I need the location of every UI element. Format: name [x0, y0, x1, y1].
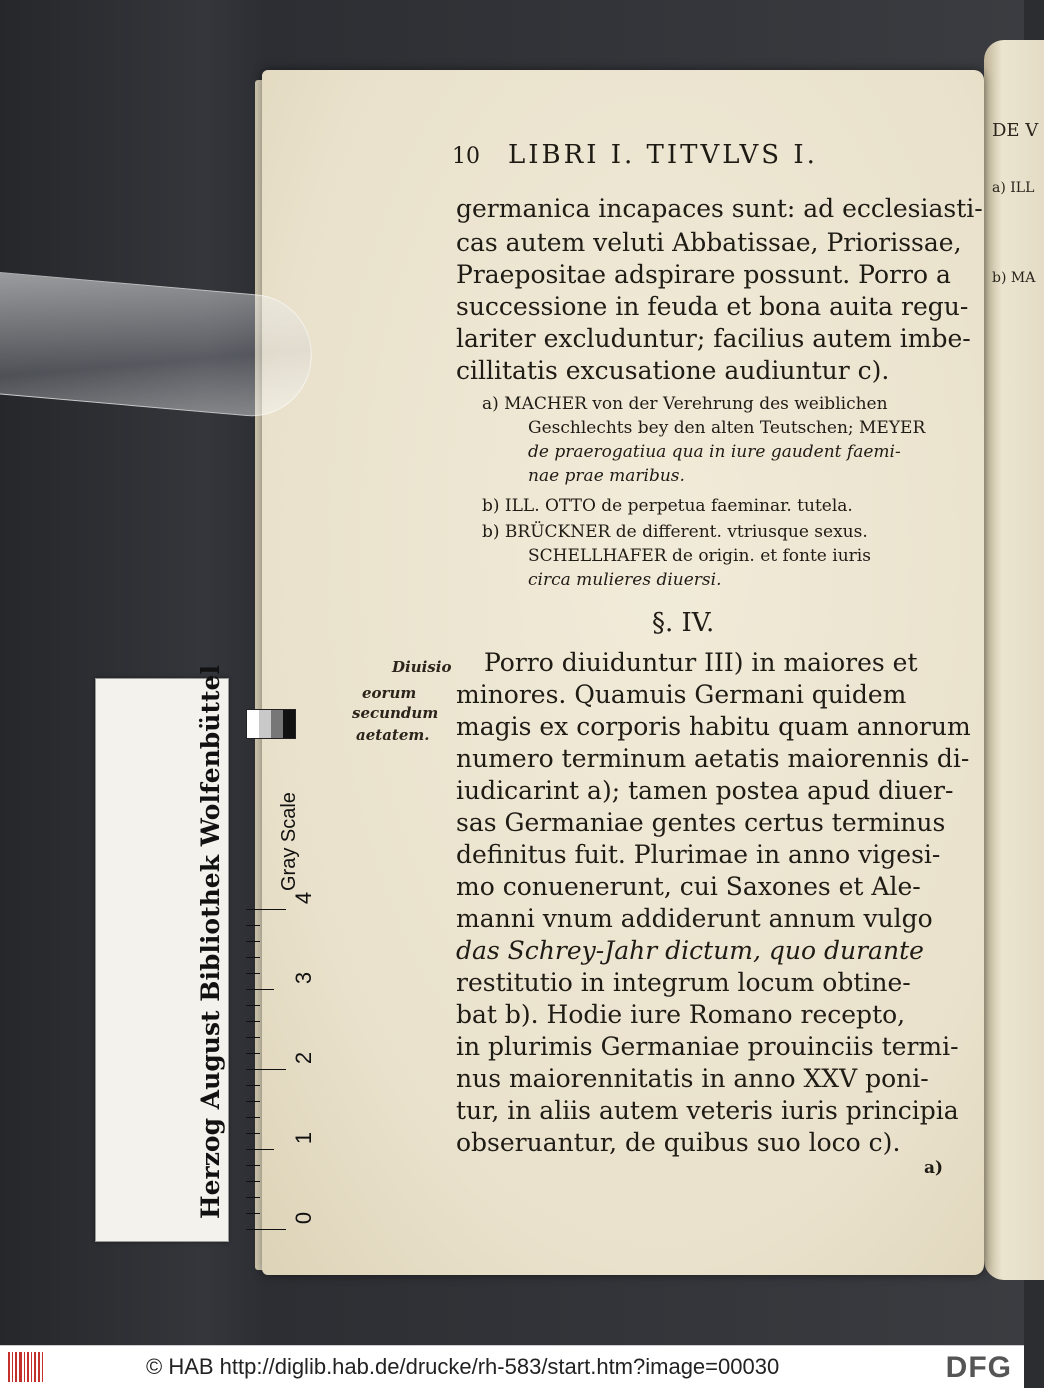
margin-note-line: eorum [362, 684, 417, 702]
body-line: lariter excluduntur; facilius autem imbe- [456, 324, 971, 353]
ruler-number: 3 [291, 971, 317, 985]
body-line: nus maiorennitatis in anno XXV poni- [456, 1064, 929, 1093]
section-heading: §. IV. [652, 608, 715, 638]
footnote-line: SCHELLHAFER de origin. et fonte iuris [528, 546, 871, 566]
body-line: successione in feuda et bona auita regu- [456, 292, 969, 321]
body-line: manni vnum addiderunt annum vulgo [456, 904, 933, 933]
gray-scale-card [95, 665, 317, 1242]
body-line: Praepositae adspirare possunt. Porro a [456, 260, 951, 289]
body-line: iudicarint a); tamen postea apud diuer- [456, 776, 954, 805]
body-line: Porro diuiduntur III) in maiores et [484, 648, 918, 677]
running-head [452, 140, 818, 170]
footnote-line: b) BRÜCKNER de different. vtriusque sexus. [482, 522, 868, 542]
footnote-line: b) ILL. OTTO de perpetua faeminar. tutela. [482, 496, 853, 516]
dfg-logo: DFG [945, 1351, 1012, 1384]
body-line: germanica incapaces sunt: ad ecclesiasti- [456, 194, 983, 223]
hab-logo-icon [8, 1352, 46, 1382]
running-head-title: LIBRI I. TITVLVS I. [508, 140, 818, 170]
footer-bar [0, 1345, 1024, 1388]
body-line: in plurimis Germaniae prouinciis termi- [456, 1032, 959, 1061]
body-line: restitutio in integrum locum obtine- [456, 968, 911, 997]
body-line: numero terminum aetatis maiorennis di- [456, 744, 970, 773]
gray-swatches [246, 709, 296, 739]
body-line: cas autem veluti Abbatissae, Priorissae, [456, 228, 962, 257]
body-line: das Schrey-Jahr dictum, quo durante [456, 936, 924, 965]
body-line: minores. Quamuis Germani quidem [456, 680, 907, 709]
body-line: magis ex corporis habitu quam annorum [456, 712, 971, 741]
body-line: tur, in aliis autem veteris iuris principia [456, 1096, 959, 1125]
ruler-number: 0 [291, 1211, 317, 1225]
facing-page [984, 40, 1044, 1280]
catchword: a) [924, 1158, 944, 1178]
page-number: 10 [452, 144, 480, 169]
facing-page-heading: DE V [992, 120, 1039, 141]
body-line: obseruantur, de quibus suo loco c). [456, 1128, 901, 1157]
ruler-number: 2 [291, 1051, 317, 1065]
body-line: bat b). Hodie iure Romano recepto, [456, 1000, 906, 1029]
footnote-line: circa mulieres diuersi. [528, 570, 722, 590]
facing-page-note: a) ILL [992, 180, 1035, 196]
gray-scale-label: Gray Scale [278, 792, 300, 891]
library-name: Herzog August Bibliothek Wolfenbüttel [196, 665, 225, 1219]
footnote-line: de praerogatiua qua in iure gaudent faemi- [528, 442, 901, 462]
footer-copyright-link[interactable]: © HAB http://diglib.hab.de/drucke/rh-583/start.htm?image=00030 [146, 1354, 780, 1379]
body-line: definitus fuit. Plurimae in anno vigesi- [456, 840, 941, 869]
footnote-line: nae prae maribus. [528, 466, 685, 486]
body-line: sas Germaniae gentes certus terminus [456, 808, 946, 837]
ruler [246, 891, 317, 1229]
facing-page-note: b) MA [992, 270, 1036, 286]
footnote-line: Geschlechts bey den alten Teutschen; MEYER [528, 418, 926, 438]
ruler-number: 1 [291, 1131, 317, 1145]
margin-note-line: aetatem. [356, 726, 430, 744]
margin-note-line: secundum [352, 704, 439, 722]
margin-note-line: Diuisio [392, 658, 452, 676]
body-line: cillitatis excusatione audiuntur c). [456, 356, 890, 385]
footnote-line: a) MACHER von der Verehrung des weiblichen [482, 394, 888, 414]
body-line: mo conuenerunt, cui Saxones et Ale- [456, 872, 921, 901]
ruler-number: 4 [291, 891, 317, 905]
